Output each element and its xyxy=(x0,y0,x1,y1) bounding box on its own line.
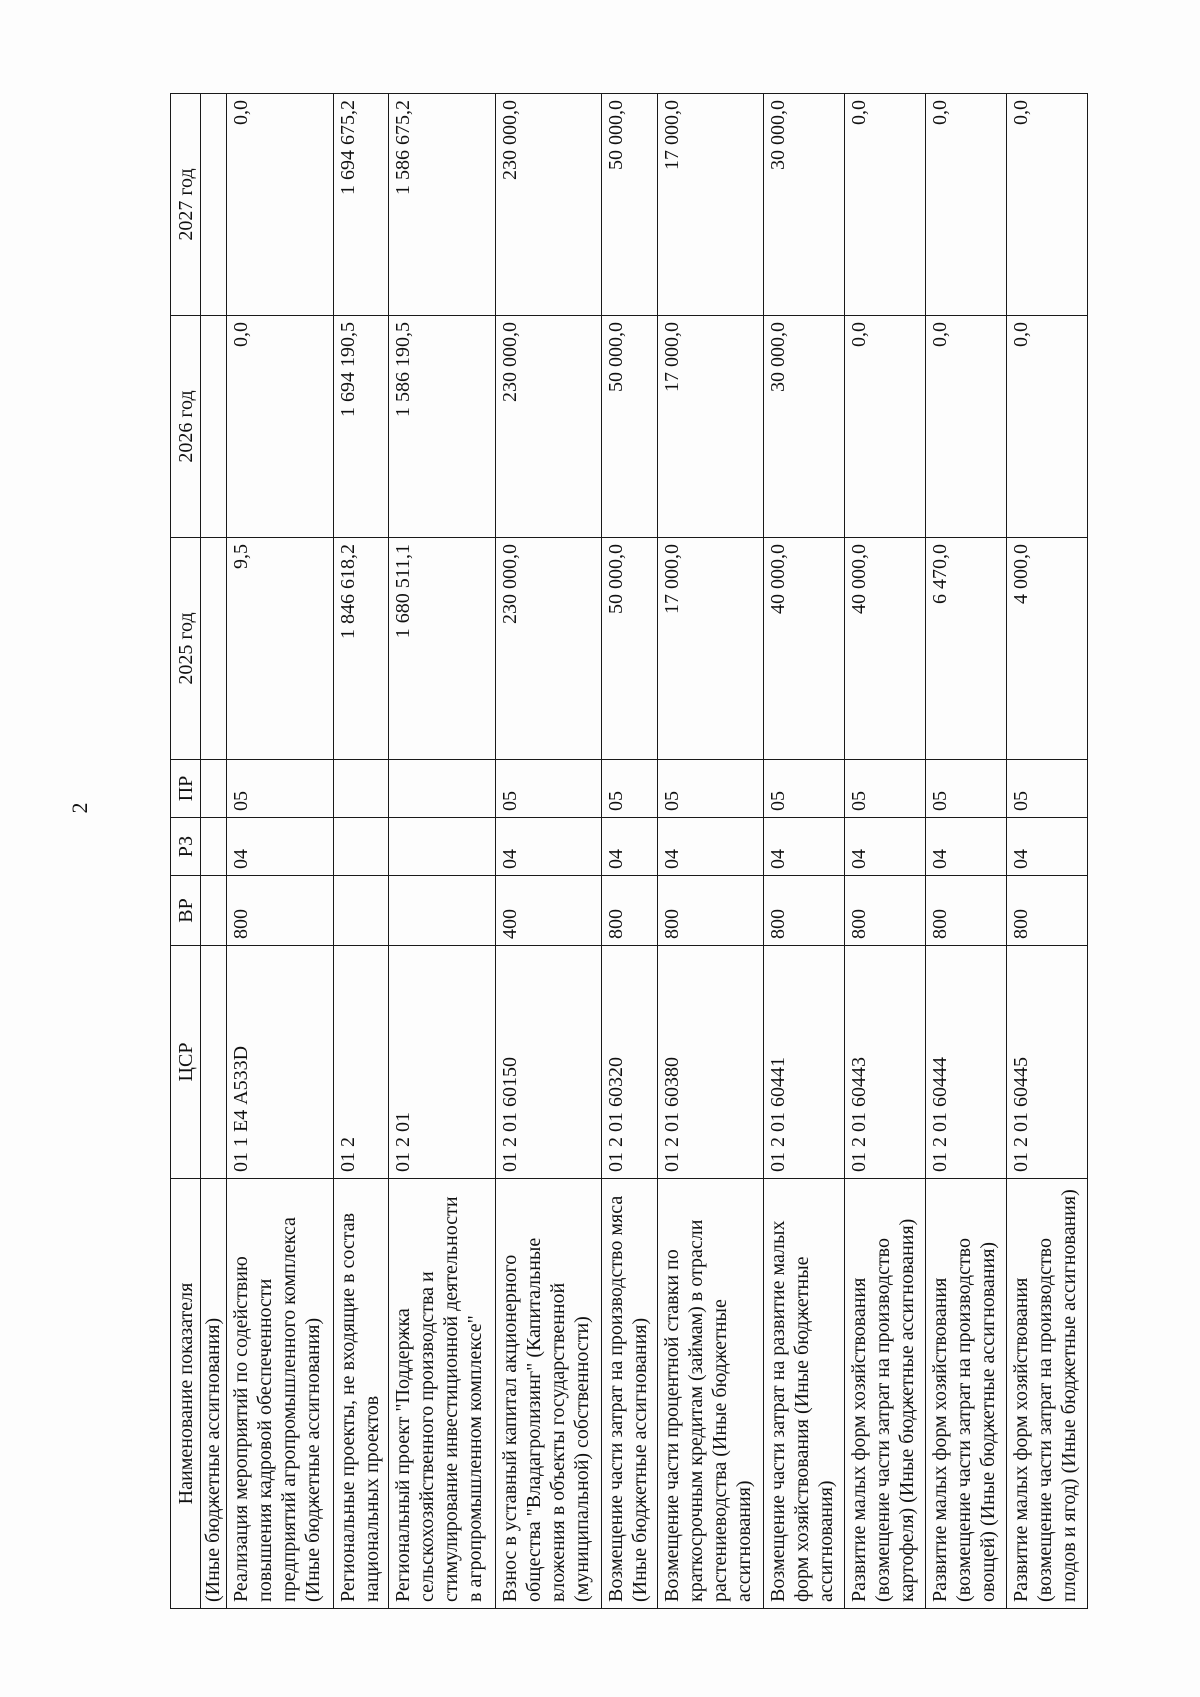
budget-table-rotated xyxy=(170,94,1088,1609)
row-pr: 05 xyxy=(763,760,844,818)
row-2026: 30 000,0 xyxy=(763,316,844,538)
row-vr: 800 xyxy=(227,876,333,946)
row-name: Взнос в уставный капитал акционерного общества "Владагролизинг" (Капитальные вложения в объекты государственной (муниципальной) собственности) xyxy=(495,1179,601,1609)
row-pr xyxy=(389,760,495,818)
row-vr: 800 xyxy=(1006,876,1087,946)
table-row xyxy=(333,94,389,1609)
row-vr xyxy=(389,876,495,946)
row-2025: 50 000,0 xyxy=(601,538,657,760)
row-pr: 05 xyxy=(657,760,763,818)
row-rz: 04 xyxy=(1006,818,1087,876)
table-row xyxy=(227,94,333,1609)
row-2026: 50 000,0 xyxy=(601,316,657,538)
row-pr: 05 xyxy=(227,760,333,818)
row-2026: 17 000,0 xyxy=(657,316,763,538)
continuation-text: (Иные бюджетные ассигнования) xyxy=(201,1179,227,1609)
row-name: Региональные проекты, не входящие в состав национальных проектов xyxy=(333,1179,389,1609)
row-csr: 01 2 01 60380 xyxy=(657,946,763,1179)
row-2025: 40 000,0 xyxy=(844,538,925,760)
row-rz: 04 xyxy=(844,818,925,876)
row-name: Возмещение части затрат на производство мяса (Иные бюджетные ассигнования) xyxy=(601,1179,657,1609)
row-name: Реализация мероприятий по содействию повышения кадровой обеспеченности предприятий агропромышленного комплекса (Иные бюджетные ассигнования) xyxy=(227,1179,333,1609)
row-2026: 0,0 xyxy=(1006,316,1087,538)
row-csr: 01 2 01 60444 xyxy=(925,946,1006,1179)
table-row xyxy=(844,94,925,1609)
row-name: Возмещение части затрат на развитие малых форм хозяйствования (Иные бюджетные ассигнования) xyxy=(763,1179,844,1609)
table-row xyxy=(657,94,763,1609)
row-rz xyxy=(333,818,389,876)
header-vr: ВР xyxy=(171,876,201,946)
row-2025: 4 000,0 xyxy=(1006,538,1087,760)
row-2025: 1 680 511,1 xyxy=(389,538,495,760)
header-pr: ПР xyxy=(171,760,201,818)
header-csr: ЦСР xyxy=(171,946,201,1179)
row-rz: 04 xyxy=(495,818,601,876)
row-2026: 0,0 xyxy=(844,316,925,538)
row-2026: 1 694 190,5 xyxy=(333,316,389,538)
row-pr xyxy=(333,760,389,818)
row-2027: 30 000,0 xyxy=(763,94,844,316)
row-csr: 01 2 01 60320 xyxy=(601,946,657,1179)
row-rz: 04 xyxy=(601,818,657,876)
row-2027: 50 000,0 xyxy=(601,94,657,316)
row-2027: 17 000,0 xyxy=(657,94,763,316)
row-rz: 04 xyxy=(925,818,1006,876)
row-pr: 05 xyxy=(1006,760,1087,818)
row-csr: 01 2 01 60445 xyxy=(1006,946,1087,1179)
row-pr: 05 xyxy=(925,760,1006,818)
table-row xyxy=(389,94,495,1609)
row-rz xyxy=(389,818,495,876)
row-2026: 1 586 190,5 xyxy=(389,316,495,538)
row-csr: 01 1 Е4 А533D xyxy=(227,946,333,1179)
row-rz: 04 xyxy=(227,818,333,876)
row-vr: 400 xyxy=(495,876,601,946)
row-vr: 800 xyxy=(657,876,763,946)
row-2027: 0,0 xyxy=(227,94,333,316)
row-2025: 6 470,0 xyxy=(925,538,1006,760)
row-2027: 230 000,0 xyxy=(495,94,601,316)
row-vr: 800 xyxy=(763,876,844,946)
table-row xyxy=(763,94,844,1609)
row-2025: 230 000,0 xyxy=(495,538,601,760)
row-2027: 0,0 xyxy=(925,94,1006,316)
table-row xyxy=(925,94,1006,1609)
row-2025: 1 846 618,2 xyxy=(333,538,389,760)
row-2026: 230 000,0 xyxy=(495,316,601,538)
row-rz: 04 xyxy=(763,818,844,876)
row-vr xyxy=(333,876,389,946)
row-name: Региональный проект "Поддержка сельскохозяйственного производства и стимулирование инвестиционной деятельности в агропромышленном комплексе" xyxy=(389,1179,495,1609)
row-2027: 1 694 675,2 xyxy=(333,94,389,316)
header-name: Наименование показателя xyxy=(171,1179,201,1609)
row-name: Развитие малых форм хозяйствования (возмещение части затрат на производство плодов и ягод) (Иные бюджетные ассигнования) xyxy=(1006,1179,1087,1609)
row-pr: 05 xyxy=(844,760,925,818)
header-2025: 2025 год xyxy=(171,538,201,760)
header-row xyxy=(171,94,201,1609)
row-2025: 40 000,0 xyxy=(763,538,844,760)
row-csr: 01 2 01 60441 xyxy=(763,946,844,1179)
row-2025: 9,5 xyxy=(227,538,333,760)
row-2027: 0,0 xyxy=(844,94,925,316)
continuation-row xyxy=(201,94,227,1609)
row-pr: 05 xyxy=(601,760,657,818)
row-vr: 800 xyxy=(844,876,925,946)
row-vr: 800 xyxy=(601,876,657,946)
row-name: Развитие малых форм хозяйствования (возмещение части затрат на производство овощей) (Иные бюджетные ассигнования) xyxy=(925,1179,1006,1609)
row-2025: 17 000,0 xyxy=(657,538,763,760)
row-2026: 0,0 xyxy=(925,316,1006,538)
row-csr: 01 2 01 xyxy=(389,946,495,1179)
row-2027: 0,0 xyxy=(1006,94,1087,316)
row-name: Развитие малых форм хозяйствования (возмещение части затрат на производство картофеля) (Иные бюджетные ассигнования) xyxy=(844,1179,925,1609)
header-2026: 2026 год xyxy=(171,316,201,538)
page-number: 2 xyxy=(67,802,92,814)
row-csr: 01 2 xyxy=(333,946,389,1179)
header-rz: РЗ xyxy=(171,818,201,876)
row-csr: 01 2 01 60150 xyxy=(495,946,601,1179)
row-rz: 04 xyxy=(657,818,763,876)
row-2026: 0,0 xyxy=(227,316,333,538)
row-vr: 800 xyxy=(925,876,1006,946)
header-2027: 2027 год xyxy=(171,94,201,316)
row-2027: 1 586 675,2 xyxy=(389,94,495,316)
table-row xyxy=(495,94,601,1609)
budget-table xyxy=(170,93,1088,1609)
row-name: Возмещение части процентной ставки по краткосрочным кредитам (займам) в отрасли растениеводства (Иные бюджетные ассигнования) xyxy=(657,1179,763,1609)
row-csr: 01 2 01 60443 xyxy=(844,946,925,1179)
table-row xyxy=(1006,94,1087,1609)
table-row xyxy=(601,94,657,1609)
row-pr: 05 xyxy=(495,760,601,818)
